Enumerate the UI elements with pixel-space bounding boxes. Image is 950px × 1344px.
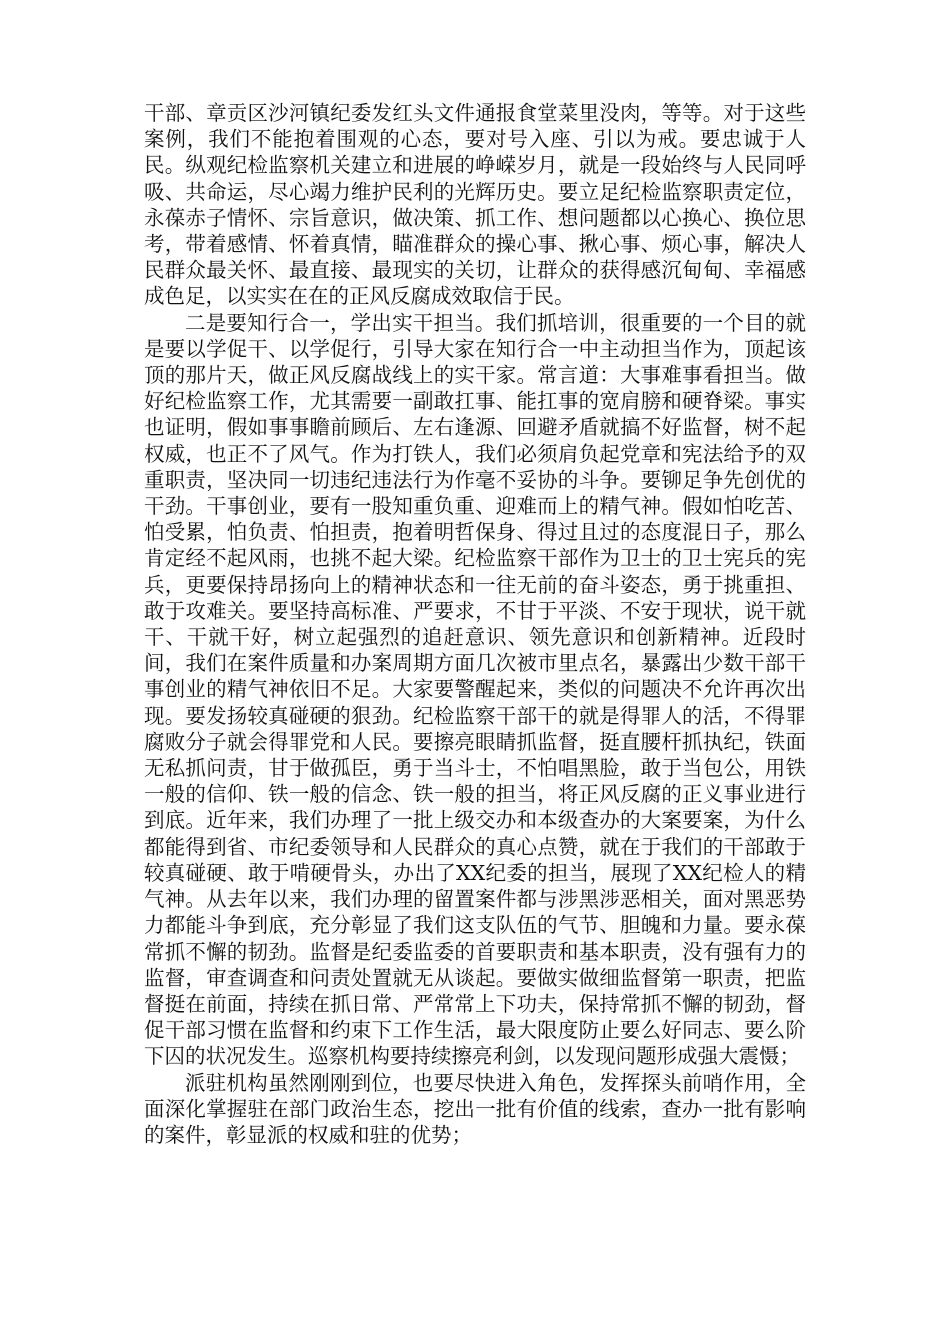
document-page xyxy=(144,100,806,1148)
paragraph-stationed-agencies: 派驻机构虽然刚刚到位，也要尽快进入角色，发挥探头前哨作用，全面深化掌握驻在部门政治生态，挖出一批有价值的线索，查办一批有影响的案件，彰显派的权威和驻的优势； xyxy=(144,1070,806,1147)
paragraph-unity-of-knowledge-action: 二是要知行合一，学出实干担当。我们抓培训，很重要的一个目的就是要以学促干、以学促行，引导大家在知行合一中主动担当作为，顶起该顶的那片天，做正风反腐战线上的实干家。常言道：大事难事看担当。做好纪检监察工作，尤其需要一副敢扛事、能扛事的宽肩膀和硬脊梁。事实也证明，假如事事瞻前顾后、左右逢源、回避矛盾就搞不好监督，树不起权威，也正不了风气。作为打铁人，我们必须肩负起党章和宪法给予的双重职责，坚决同一切违纪违法行为作毫不妥协的斗争。要铆足争先创优的干劲。干事创业，要有一股知重负重、迎难而上的精气神。假如怕吃苦、怕受累，怕负责、怕担责，抱着明哲保身、得过且过的态度混日子，那么肯定经不起风雨，也挑不起大梁。纪检监察干部作为卫士的卫士宪兵的宪兵，更要保持昂扬向上的精神状态和一往无前的奋斗姿态，勇于挑重担、敢于攻难关。要坚持高标准、严要求，不甘于平淡、不安于现状，说干就干、干就干好，树立起强烈的追赶意识、领先意识和创新精神。近段时间，我们在案件质量和办案周期方面几次被市里点名，暴露出少数干部干事创业的精气神依旧不足。大家要警醒起来，类似的问题决不允许再次出现。要发扬较真碰硬的狠劲。纪检监察干部干的就是得罪人的活，不得罪腐败分子就会得罪党和人民。要擦亮眼睛抓监督，挺直腰杆抓执纪，铁面无私抓问责，甘于做孤臣，勇于当斗士，不怕唱黑脸，敢于当包公，用铁一般的信仰、铁一般的信念、铁一般的担当，将正风反腐的正义事业进行到底。近年来，我们办理了一批上级交办和本级查办的大案要案，为什么都能得到省、市纪委领导和人民群众的真心点赞，就在于我们的干部敢于较真碰硬、敢于啃硬骨头，办出了XX纪委的担当，展现了XX纪检人的精气神。从去年以来，我们办理的留置案件都与涉黑涉恶相关，面对黑恶势力都能斗争到底，充分彰显了我们这支队伍的气节、胆魄和力量。要永葆常抓不懈的韧劲。监督是纪委监委的首要职责和基本职责，没有强有力的监督，审查调查和问责处置就无从谈起。要做实做细监督第一职责，把监督挺在前面，持续在抓日常、严常常上下功夫，保持常抓不懈的韧劲，督促干部习惯在监督和约束下工作生活，最大限度防止要么好同志、要么阶下囚的状况发生。巡察机构要持续擦亮利剑，以发现问题形成强大震慑； xyxy=(144,310,806,1069)
paragraph-cases-and-people: 干部、章贡区沙河镇纪委发红头文件通报食堂菜里没肉，等等。对于这些案例，我们不能抱着围观的心态，要对号入座、引以为戒。要忠诚于人民。纵观纪检监察机关建立和进展的峥嵘岁月，就是一段始终与人民同呼吸、共命运，尽心竭力维护民利的光辉历史。要立足纪检监察职责定位，永葆赤子情怀、宗旨意识，做决策、抓工作、想问题都以心换心、换位思考，带着感情、怀着真情，瞄准群众的操心事、揪心事、烦心事，解决人民群众最关怀、最直接、最现实的关切，让群众的获得感沉甸甸、幸福感成色足，以实实在在的正风反腐成效取信于民。 xyxy=(144,101,806,309)
